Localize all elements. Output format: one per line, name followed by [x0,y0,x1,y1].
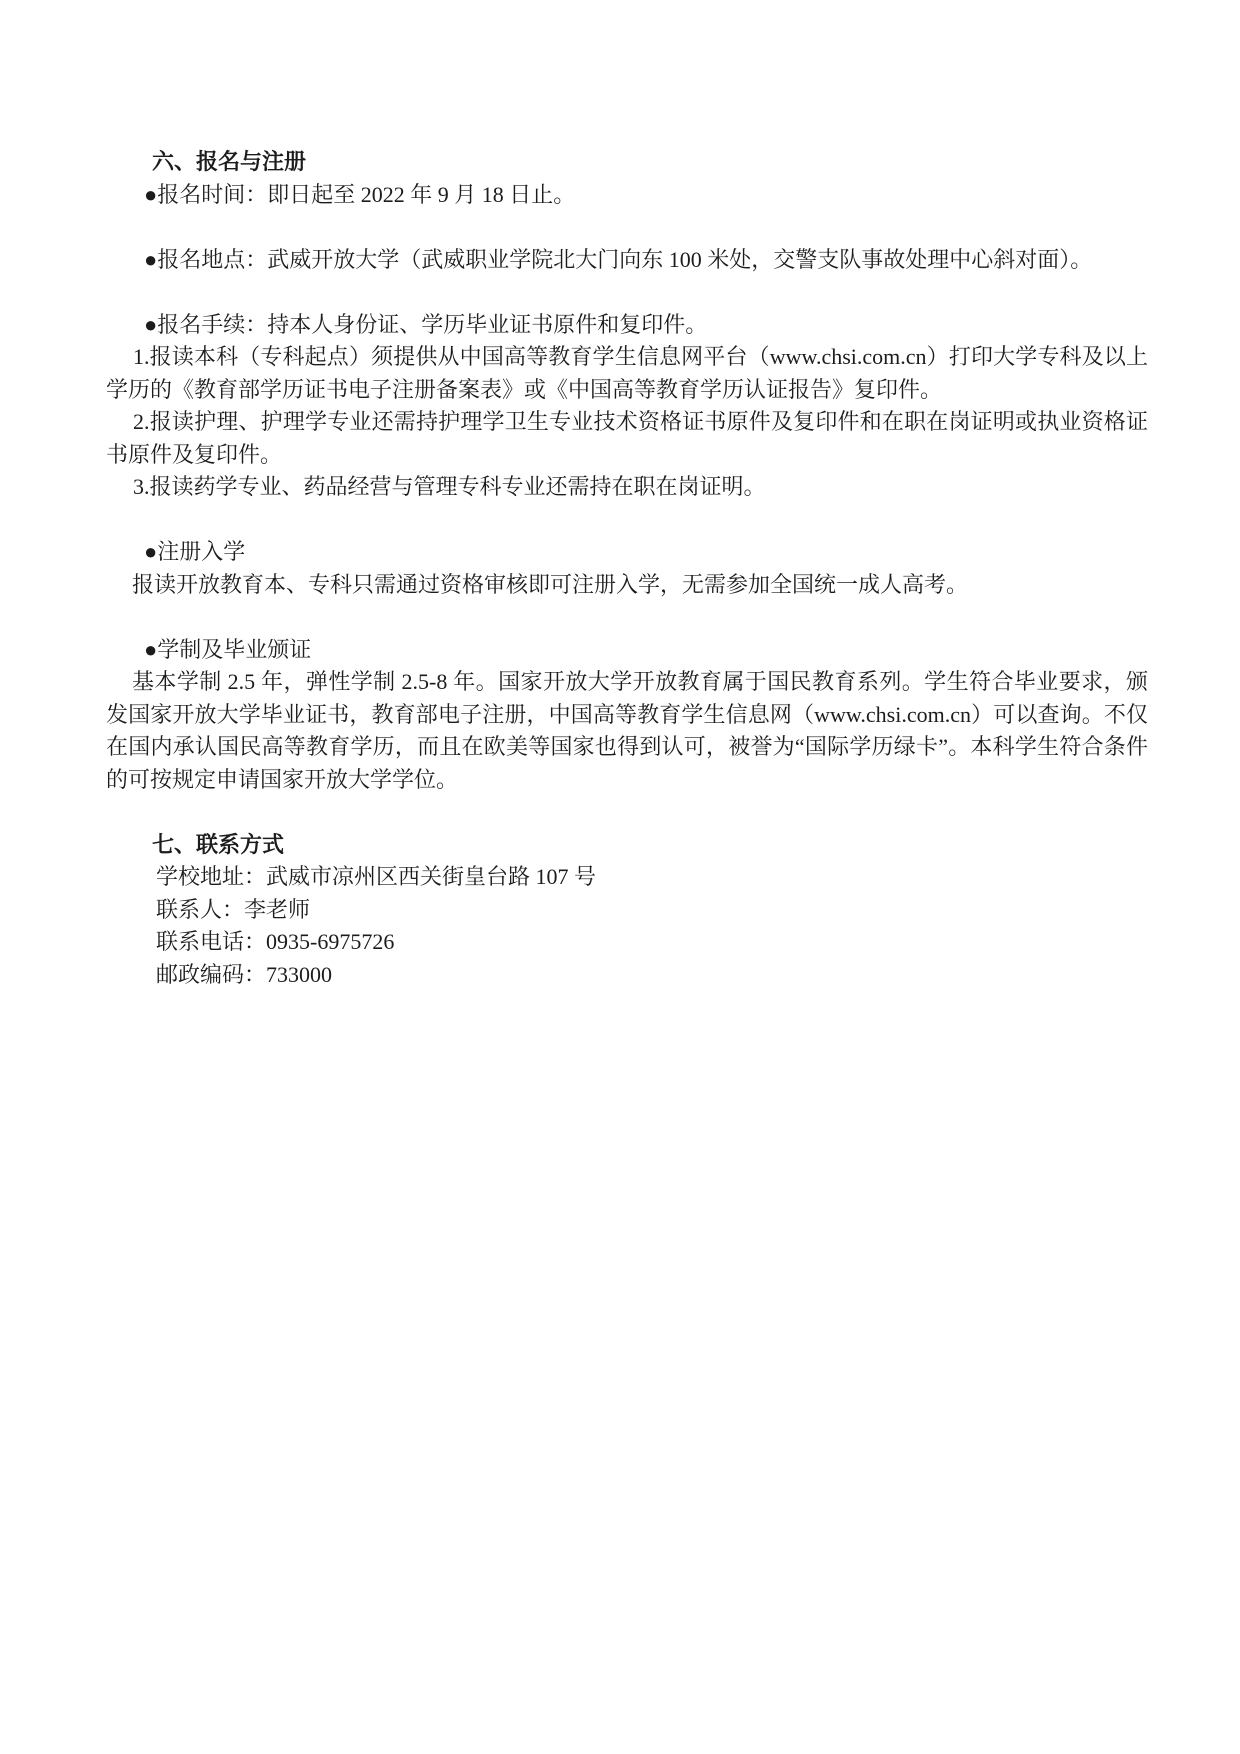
degree-title-paragraph: ●学制及毕业颁证 [144,636,312,662]
enroll-rule-3-paragraph: 3.报读药学专业、药品经营与管理专科专业还需持在职在岗证明。 [133,474,766,499]
contact-person-paragraph: 联系人：李老师 [156,896,311,922]
enroll-procedure-paragraph: ●报名手续：持本人身份证、学历毕业证书原件和复印件。 [144,311,708,337]
register-body-paragraph: 报读开放教育本、专科只需通过资格审核即可注册入学，无需参加全国统一成人高考。 [132,571,969,597]
degree-body-paragraph: 基本学制 2.5 年，弹性学制 2.5-8 年。国家开放大学开放教育属于国民教育系列。学生符合毕业要求，颁发国家开放大学毕业证书，教育部电子注册，中国高等教育学生信息网（www.chsi.com.cn）可以查询。不仅在国内承认国民高等教育学历，而且在欧美等国家也得到认可，被誉为“国际学历绿卡”。本科学生符合条件的可按规定申请国家开放大学学位。 [106,669,1148,792]
contact-address-paragraph: 学校地址：武威市凉州区西关街皇台路 107 号 [156,864,597,889]
contact-postcode-paragraph: 邮政编码：733000 [156,961,333,987]
enroll-rule-1-paragraph: 1.报读本科（专科起点）须提供从中国高等教育学生信息网平台（www.chsi.com.cn）打印大学专科及以上学历的《教育部学历证书电子注册备案表》或《中国高等教育学历认证报告》复印件。 [106,344,1148,402]
enroll-rule-2-paragraph: 2.报读护理、护理学专业还需持护理学卫生专业技术资格证书原件及复印件和在职在岗证明或执业资格证书原件及复印件。 [106,409,1148,467]
section-contact-heading: 七、联系方式 [152,831,285,857]
register-title-paragraph: ●注册入学 [144,539,246,564]
enroll-place-paragraph: ●报名地点：武威开放大学（武威职业学院北大门向东 100 米处，交警支队事故处理中心斜对面）。 [144,246,1093,272]
section-enroll-heading: 六、报名与注册 [152,149,307,174]
contact-phone-paragraph: 联系电话：0935-6975726 [156,929,395,954]
enroll-time-paragraph: ●报名时间：即日起至 2022 年 9 月 18 日止。 [144,181,576,207]
